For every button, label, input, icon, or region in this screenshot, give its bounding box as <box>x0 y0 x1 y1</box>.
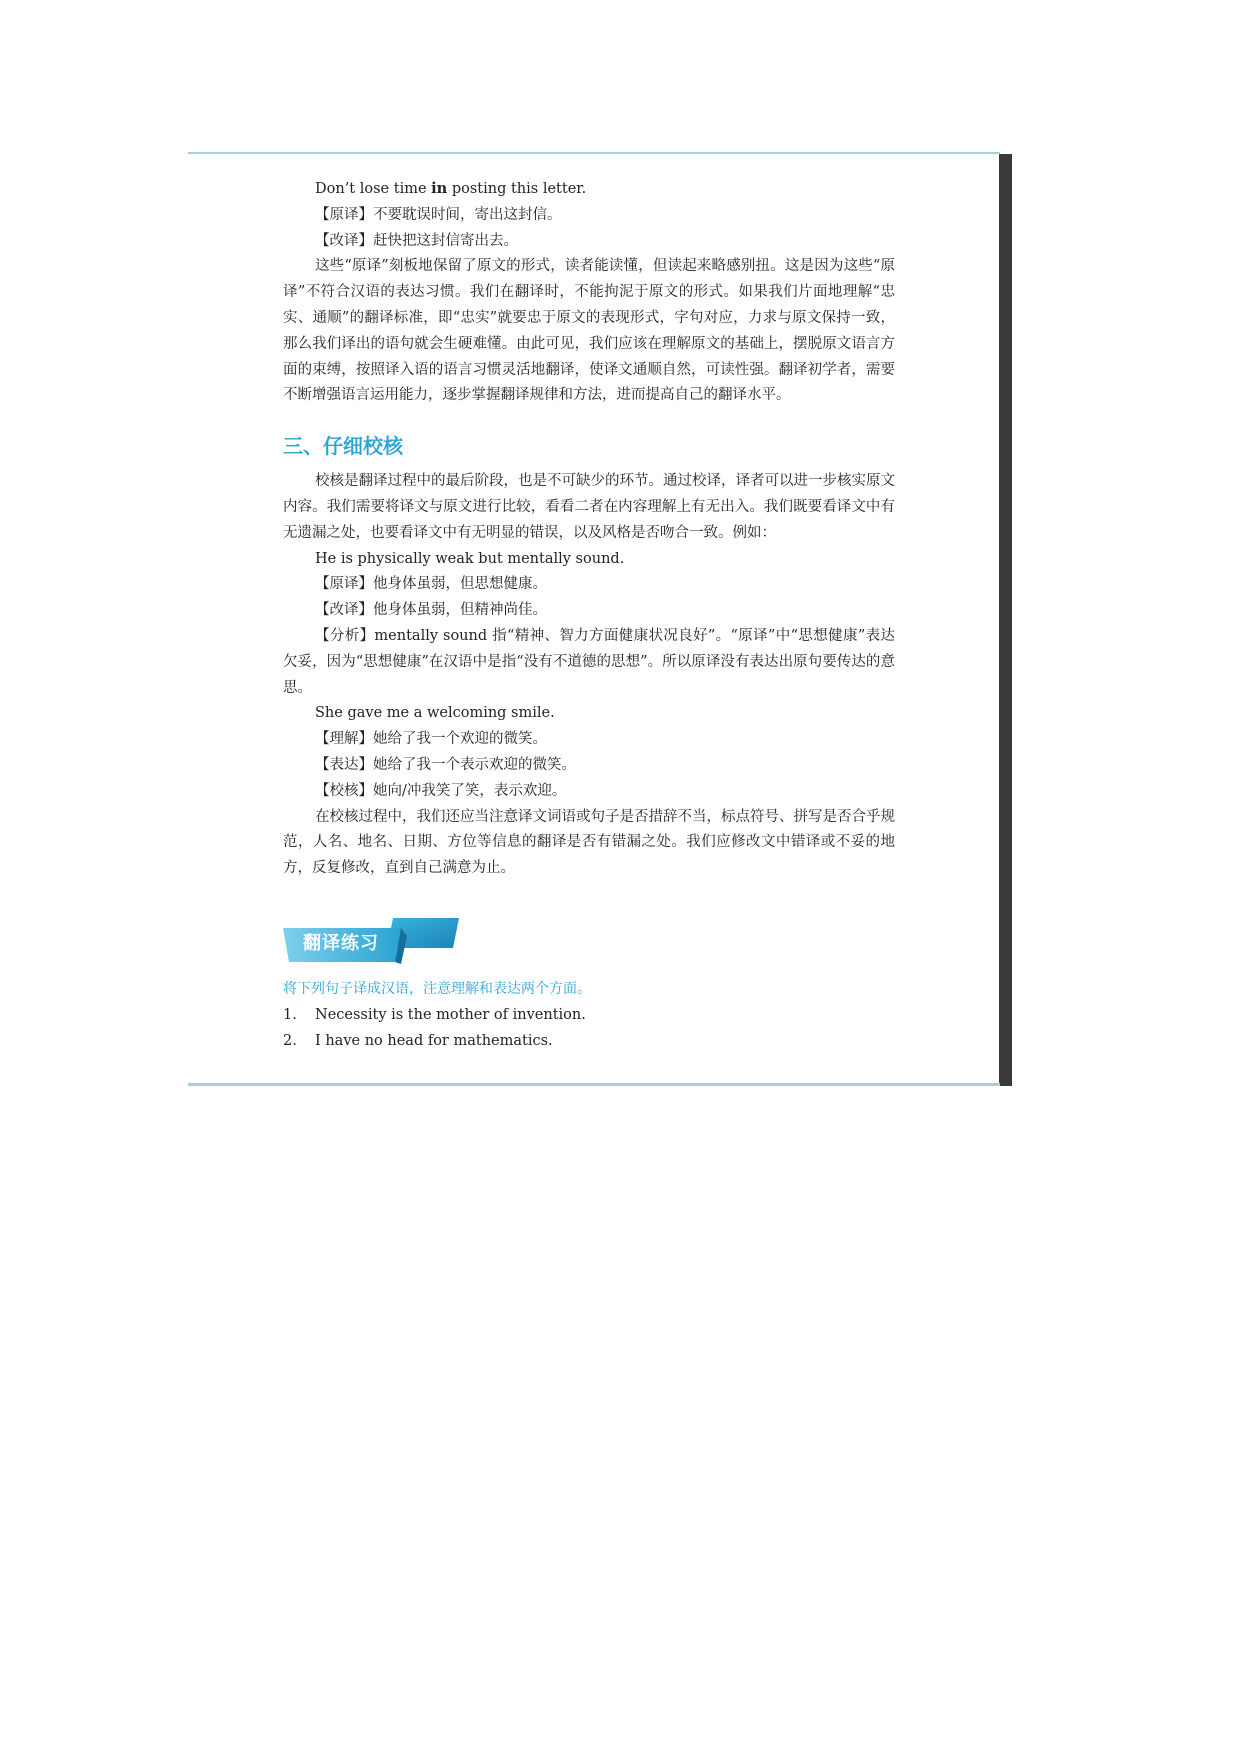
exercise-item <box>283 1002 895 1028</box>
example2-proofread: 【校核】她向/冲我笑了笑，表示欢迎。 <box>315 782 567 799</box>
example2-expression: 【表达】她给了我一个表示欢迎的微笑。 <box>315 756 576 773</box>
exercise-item <box>283 1028 895 1054</box>
exercise-text: Necessity is the mother of invention. <box>315 1006 586 1023</box>
section-heading: 三、仔细校核 <box>283 434 403 459</box>
exercise-text: I have no head for mathematics. <box>315 1032 553 1049</box>
example1-analysis: 【分析】mentally sound 指“精神、智力方面健康状况良好”。“原译”中“思想健康”表达欠妥，因为“思想健康”在汉语中是指“没有不道德的思想”。所以原译没有表达出原句要传达的意思。 <box>283 627 895 696</box>
revised-translation: 【改译】赶快把这封信寄出去。 <box>315 232 518 249</box>
closing-paragraph: 在校核过程中，我们还应当注意译文词语或句子是否措辞不当，标点符号、拼写是否合乎规范，人名、地名、日期、方位等信息的翻译是否有错漏之处。我们应修改文中错译或不妥的地方，反复修改，直到自己满意为止。 <box>283 808 895 877</box>
bottom-rule <box>188 1083 1000 1086</box>
practice-banner-label: 翻译练习 <box>303 932 379 954</box>
example1-original: 【原译】他身体虽弱，但思想健康。 <box>315 576 547 593</box>
example2-understanding: 【理解】她给了我一个欢迎的微笑。 <box>315 731 547 748</box>
example2-sentence: She gave me a welcoming smile. <box>315 705 555 722</box>
document-page <box>188 152 1012 1086</box>
example-sentence-post: posting this letter. <box>447 181 587 197</box>
practice-banner <box>283 918 463 966</box>
section-intro-paragraph: 校核是翻译过程中的最后阶段，也是不可缺少的环节。通过校译，译者可以进一步核实原文内容。我们需要将译文与原文进行比较，看看二者在内容理解上有无出入。我们既要看译文中有无遗漏之处，也要看译文中有无明显的错误，以及风格是否吻合一致。例如： <box>283 473 895 541</box>
example1-revised: 【改译】他身体虽弱，但精神尚佳。 <box>315 602 547 619</box>
explanation-paragraph: 这些“原译”刻板地保留了原文的形式，读者能读懂，但读起来略感别扭。这是因为这些“原译”不符合汉语的表达习惯。我们在翻译时，不能拘泥于原文的形式。如果我们片面地理解“忠实、通顺”的翻译标准，即“忠实”就要忠于原文的表现形式，字句对应，力求与原文保持一致，那么我们译出的语句就会生硬难懂。由此可见，我们应该在理解原文的基础上，摆脱原文语言方面的束缚，按照译入语的语言习惯灵活地翻译，使译文通顺自然，可读性强。翻译初学者，需要不断增强语言运用能力，逐步掌握翻译规律和方法，进而提高自己的翻译水平。 <box>283 258 895 404</box>
original-translation: 【原译】不要耽误时间，寄出这封信。 <box>315 206 562 223</box>
example-sentence <box>283 176 895 203</box>
exercise-number: 1. <box>283 1006 297 1023</box>
exercise-number: 2. <box>283 1032 297 1049</box>
example-sentence-pre: Don’t lose time <box>315 181 432 197</box>
example1-sentence: He is physically weak but mentally sound. <box>315 550 625 567</box>
practice-instruction: 将下列句子译成汉语，注意理解和表达两个方面。 <box>283 980 591 997</box>
page-edge-bar <box>999 154 1012 1086</box>
page-content <box>283 176 895 1054</box>
example-sentence-bold: in <box>431 180 448 197</box>
top-rule <box>188 152 1000 154</box>
